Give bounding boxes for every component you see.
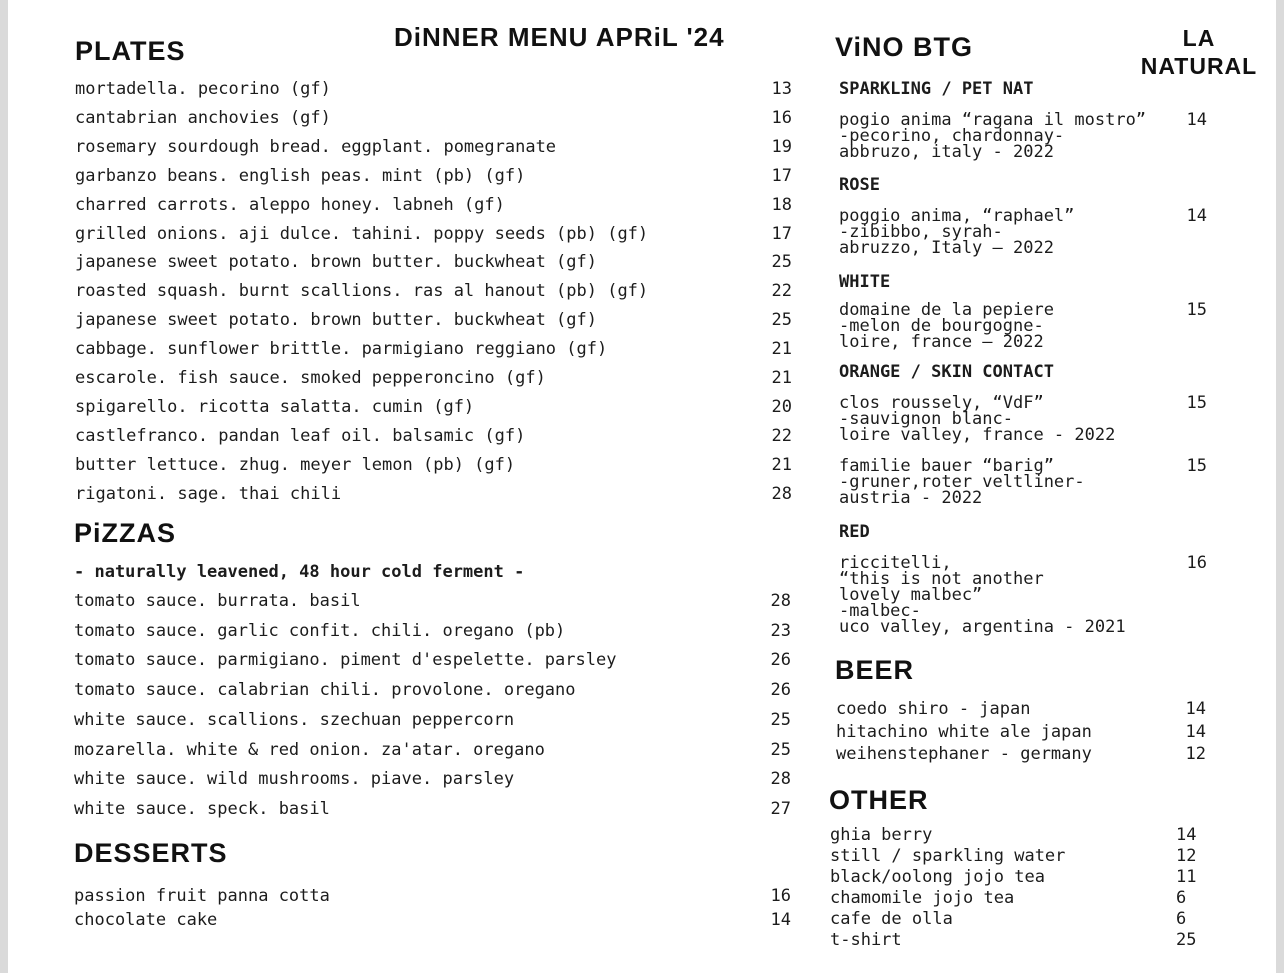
plates-item-price: 22: [771, 425, 792, 446]
other-item-name: still / sparkling water: [830, 846, 1066, 866]
wine-category: WHITE: [839, 272, 891, 292]
wine-line: -pecorino, chardonnay-: [839, 126, 1065, 146]
pizzas-item-name: tomato sauce. parmigiano. piment d'espelette. parsley: [74, 650, 617, 671]
plates-item-name: japanese sweet potato. brown butter. buckwheat (gf): [75, 310, 597, 331]
plates-item-price: 21: [771, 454, 792, 475]
other-item-price: 12: [1176, 846, 1197, 866]
plates-item-name: rosemary sourdough bread. eggplant. pomegranate: [75, 136, 557, 157]
beer-item-price: 12: [1185, 744, 1206, 764]
pizzas-item-price: 26: [770, 650, 791, 671]
wine-line: abbruzo, italy - 2022: [839, 142, 1054, 162]
wine-entry: [839, 302, 1209, 350]
vino-heading: ViNO BTG: [835, 32, 974, 62]
plates-item-price: 25: [771, 310, 792, 331]
wine-category: ORANGE / SKIN CONTACT: [839, 362, 1054, 382]
wine-price: 14: [1186, 206, 1207, 226]
pizzas-item-price: 28: [770, 769, 791, 790]
pizzas-item-name: tomato sauce. garlic confit. chili. oregano (pb): [74, 620, 566, 641]
plates-item-name: spigarello. ricotta salatta. cumin (gf): [75, 396, 475, 417]
pizzas-item-price: 26: [770, 680, 791, 701]
wine-entry: [839, 458, 1209, 506]
plates-item-name: castlefranco. pandan leaf oil. balsamic (gf): [75, 425, 526, 446]
wine-category: ROSE: [839, 175, 880, 195]
wine-category: RED: [839, 522, 870, 542]
beer-item-name: coedo shiro - japan: [836, 699, 1031, 719]
pizzas-item-price: 23: [770, 620, 791, 641]
wine-price: 15: [1186, 300, 1207, 320]
plates-item-price: 28: [771, 483, 792, 504]
pizzas-item-name: tomato sauce. burrata. basil: [74, 591, 361, 611]
beer-item-price: 14: [1185, 699, 1206, 719]
plates-item-name: charred carrots. aleppo honey. labneh (gf): [75, 194, 505, 215]
page-border-left: [0, 0, 8, 973]
wine-price: 15: [1186, 393, 1207, 413]
wine-line: -malbec-: [839, 601, 921, 621]
pizzas-item-price: 27: [770, 798, 791, 819]
wine-entry: [839, 208, 1209, 256]
beer-item-name: weihenstephaner - germany: [836, 744, 1092, 764]
wine-line: loire, france – 2022: [839, 332, 1044, 352]
beer-heading: BEER: [835, 655, 915, 685]
beer-item-price: 14: [1185, 721, 1206, 742]
plates-item-price: 18: [771, 194, 792, 215]
wine-line: austria - 2022: [839, 488, 983, 508]
plates-item-price: 19: [771, 136, 792, 157]
wine-line: -sauvignon blanc-: [839, 409, 1013, 429]
other-item-name: black/oolong jojo tea: [830, 867, 1045, 887]
plates-item-price: 16: [771, 107, 792, 128]
wine-line: “this is not another: [839, 569, 1044, 589]
pizzas-item-name: tomato sauce. calabrian chili. provolone. oregano: [74, 680, 576, 701]
desserts-item-name: chocolate cake: [74, 910, 218, 930]
plates-item-name: mortadella. pecorino (gf): [75, 79, 331, 99]
plates-item-name: butter lettuce. zhug. meyer lemon (pb) (gf): [75, 454, 516, 475]
plates-item-price: 21: [771, 368, 792, 388]
other-item-price: 11: [1176, 867, 1197, 887]
plates-item-price: 20: [771, 396, 792, 417]
desserts-heading: DESSERTS: [74, 838, 228, 868]
pizzas-subtitle: - naturally leavened, 48 hour cold ferment -: [74, 562, 525, 582]
other-item-price: 14: [1176, 825, 1197, 845]
other-item-name: chamomile jojo tea: [830, 888, 1015, 908]
wine-entry: [839, 555, 1209, 635]
plates-item-name: cantabrian anchovies (gf): [75, 107, 331, 128]
plates-item-price: 22: [771, 281, 792, 302]
desserts-item-price: 16: [770, 886, 791, 906]
wine-line: uco valley, argentina - 2021: [839, 617, 1126, 637]
wine-price: 14: [1186, 110, 1207, 130]
other-heading: OTHER: [829, 785, 929, 815]
wine-price: 16: [1186, 553, 1207, 573]
wine-category: SPARKLING / PET NAT: [839, 79, 1034, 99]
other-item-price: 25: [1176, 930, 1197, 950]
other-item-name: t-shirt: [830, 930, 902, 950]
plates-item-name: grilled onions. aji dulce. tahini. poppy seeds (pb) (gf): [75, 223, 649, 244]
wine-line: -zibibbo, syrah-: [839, 222, 1003, 242]
other-item-price: 6: [1176, 909, 1187, 929]
pizzas-item-name: white sauce. scallions. szechuan peppercorn: [74, 709, 515, 730]
pizzas-item-price: 25: [770, 739, 791, 760]
plates-item-name: escarole. fish sauce. smoked pepperoncino (gf): [75, 368, 546, 388]
wine-line: -melon de bourgogne-: [839, 316, 1044, 336]
plates-item-price: 21: [771, 339, 792, 360]
plates-heading: PLATES: [75, 36, 186, 66]
wine-entry: [839, 395, 1209, 443]
wine-line: -gruner,roter veltliner-: [839, 472, 1085, 492]
pizzas-item-name: white sauce. speck. basil: [74, 798, 330, 819]
other-item-name: ghia berry: [830, 825, 933, 845]
wine-line: lovely malbec”: [839, 585, 983, 605]
wine-line: domaine de la pepiere: [839, 300, 1054, 320]
wine-line: abruzzo, Italy – 2022: [839, 238, 1054, 258]
page-border-right: [1276, 0, 1284, 973]
plates-item-price: 17: [771, 223, 792, 244]
plates-item-name: cabbage. sunflower brittle. parmigiano reggiano (gf): [75, 339, 608, 360]
plates-item-price: 25: [771, 252, 792, 273]
brand-logo: LA NATURAL: [1140, 25, 1258, 79]
wine-price: 15: [1186, 456, 1207, 476]
wine-line: loire valley, france - 2022: [839, 425, 1116, 445]
pizzas-item-name: mozarella. white & red onion. za'atar. oregano: [74, 739, 545, 760]
pizzas-item-price: 28: [770, 591, 791, 611]
other-item-name: cafe de olla: [830, 909, 953, 929]
plates-item-price: 13: [771, 79, 792, 99]
wine-line: clos roussely, “VdF”: [839, 393, 1044, 413]
plates-item-name: japanese sweet potato. brown butter. buckwheat (gf): [75, 252, 597, 273]
wine-entry: [839, 112, 1209, 160]
pizzas-item-name: white sauce. wild mushrooms. piave. parsley: [74, 769, 515, 790]
desserts-item-price: 14: [770, 910, 791, 930]
plates-item-name: garbanzo beans. english peas. mint (pb) (gf): [75, 165, 526, 186]
wine-line: riccitelli,: [839, 553, 952, 573]
plates-item-name: roasted squash. burnt scallions. ras al hanout (pb) (gf): [75, 281, 649, 302]
menu-title: DiNNER MENU APRiL '24: [394, 22, 725, 52]
pizzas-heading: PiZZAS: [74, 518, 177, 548]
plates-item-price: 17: [771, 165, 792, 186]
plates-item-name: rigatoni. sage. thai chili: [75, 483, 342, 504]
pizzas-item-price: 25: [770, 709, 791, 730]
wine-line: poggio anima, “raphael”: [839, 206, 1075, 226]
desserts-item-name: passion fruit panna cotta: [74, 886, 330, 906]
other-item-price: 6: [1176, 888, 1187, 908]
beer-item-name: hitachino white ale japan: [836, 721, 1092, 742]
wine-line: familie bauer “barig”: [839, 456, 1054, 476]
wine-line: pogio anima “ragana il mostro”: [839, 110, 1147, 130]
